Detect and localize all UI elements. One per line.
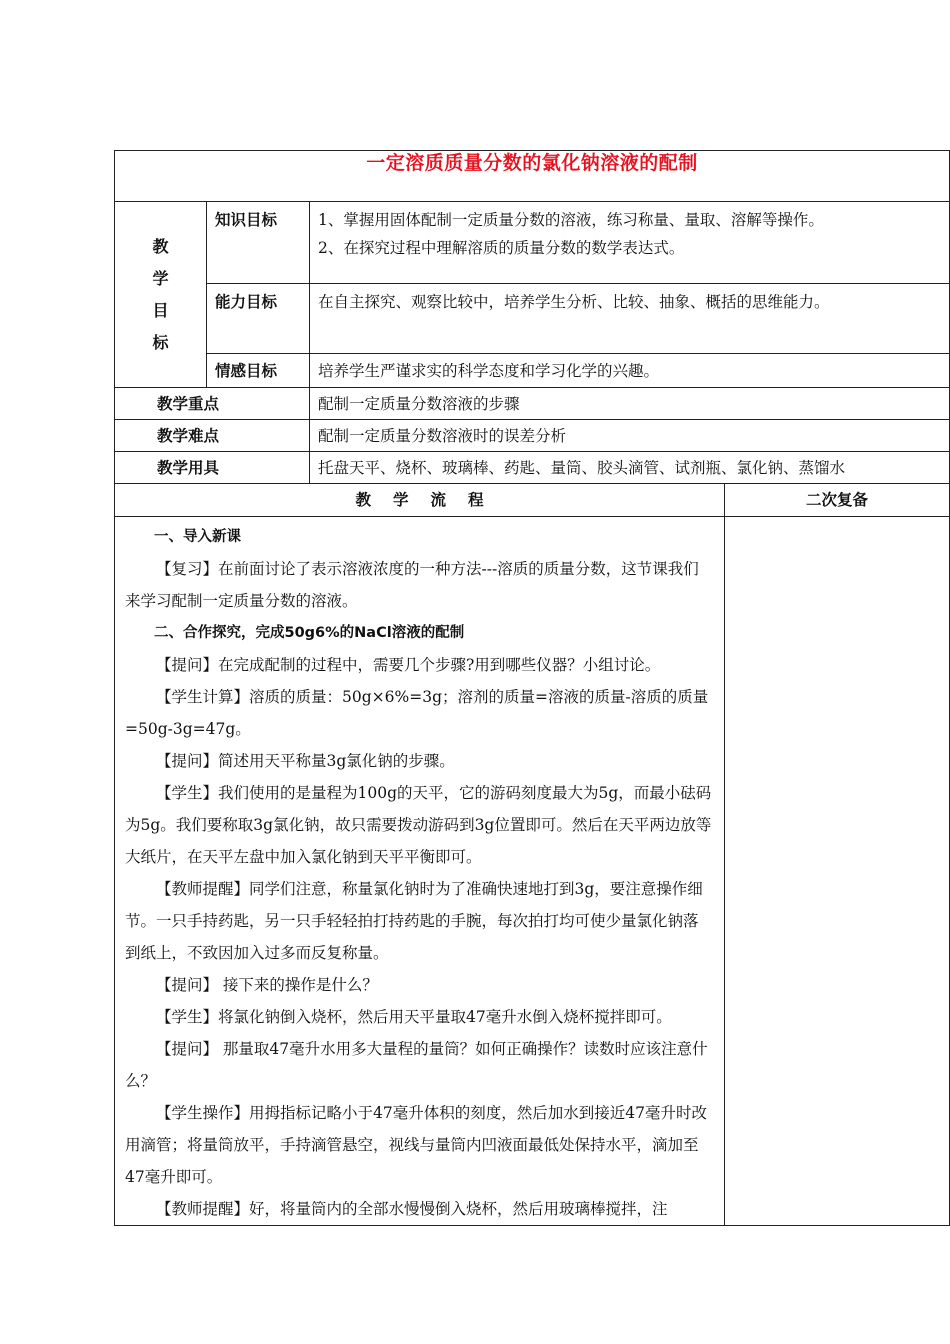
objectives-label-char: 目 [152, 300, 169, 320]
flow-paragraph: 【学生】将氯化钠倒入烧杯，然后用天平量取47毫升水倒入烧杯搅拌即可。 [156, 1008, 672, 1026]
flow-header-text: 教学流程 [355, 490, 506, 509]
knowledge-objective-line: 2、在探究过程中理解溶质的质量分数的数学表达式。 [318, 239, 685, 257]
flow-paragraph: 【教师提醒】同学们注意，称量氯化钠时为了准确快速地打到3g，要注意操作细节。一只手持药匙，另一只手轻轻拍打持药匙的手腕，每次拍打均可使少量氯化钠落到纸上，不致因加入过多而反复称量。 [125, 880, 703, 962]
flow-header [115, 484, 725, 517]
title-cell [115, 151, 950, 202]
flow-paragraph: 【学生操作】用拇指标记略小于47毫升体积的刻度，然后加水到接近47毫升时改用滴管；将量筒放平，手持滴管悬空，视线与量筒内凹液面最低处保持水平，滴加至47毫升即可。 [125, 1104, 707, 1186]
section-heading: 二、合作探究，完成50g6%的NaCl溶液的配制 [154, 625, 465, 641]
flow-paragraph: 【学生计算】溶质的质量：50g×6%=3g；溶剂的质量=溶液的质量-溶质的质量=50g-3g=47g。 [125, 688, 709, 738]
knowledge-objective-label: 知识目标 [207, 202, 310, 284]
revision-header: 二次复备 [725, 484, 950, 517]
flow-paragraph: 【教师提醒】好，将量筒内的全部水慢慢倒入烧杯，然后用玻璃棒搅拌，注 [156, 1200, 668, 1218]
flow-paragraph: 【学生】我们使用的是量程为100g的天平，它的游码刻度最大为5g，而最小砝码为5g。我们要称取3g氯化钠，故只需要拨动游码到3g位置即可。然后在天平两边放等大纸片，在天平左盘中加入氯化钠到天平平衡即可。 [125, 784, 712, 866]
flow-paragraph: 【提问】 接下来的操作是什么？ [156, 976, 378, 994]
key-point-content: 配制一定质量分数溶液的步骤 [310, 388, 950, 420]
difficulty-label: 教学难点 [115, 420, 310, 452]
section-heading: 一、导入新课 [154, 529, 241, 545]
knowledge-objective-content [310, 202, 950, 284]
tools-label: 教学用具 [115, 452, 310, 484]
flow-content [115, 517, 725, 1226]
ability-objective-content: 在自主探究、观察比较中，培养学生分析、比较、抽象、概括的思维能力。 [310, 284, 950, 354]
flow-paragraph: 【提问】在完成配制的过程中，需要几个步骤?用到哪些仪器？小组讨论。 [156, 656, 661, 674]
objectives-label-char: 学 [152, 268, 169, 288]
flow-paragraph: 【提问】 那量取47毫升水用多大量程的量筒？如何正确操作？读数时应该注意什么？ [125, 1040, 708, 1090]
tools-content: 托盘天平、烧杯、玻璃棒、药匙、量筒、胶头滴管、试剂瓶、氯化钠、蒸馏水 [310, 452, 950, 484]
page-title: 一定溶质质量分数的氯化钠溶液的配制 [366, 152, 698, 174]
lesson-plan-table [114, 150, 950, 1226]
knowledge-objective-line: 1、掌握用固体配制一定质量分数的溶液，练习称量、量取、溶解等操作。 [318, 211, 824, 229]
objectives-label-char: 标 [152, 332, 169, 352]
flow-paragraph: 【复习】在前面讨论了表示溶液浓度的一种方法---溶质的质量分数，这节课我们来学习配制一定质量分数的溶液。 [125, 560, 699, 610]
emotion-objective-content: 培养学生严谨求实的科学态度和学习化学的兴趣。 [310, 354, 950, 388]
ability-objective-label: 能力目标 [207, 284, 310, 354]
key-point-label: 教学重点 [115, 388, 310, 420]
objectives-group-label [115, 202, 207, 388]
revision-notes-cell [725, 517, 950, 1226]
objectives-label-char: 教 [152, 236, 169, 256]
flow-paragraph: 【提问】简述用天平称量3g氯化钠的步骤。 [156, 752, 455, 770]
difficulty-content: 配制一定质量分数溶液时的误差分析 [310, 420, 950, 452]
emotion-objective-label: 情感目标 [207, 354, 310, 388]
